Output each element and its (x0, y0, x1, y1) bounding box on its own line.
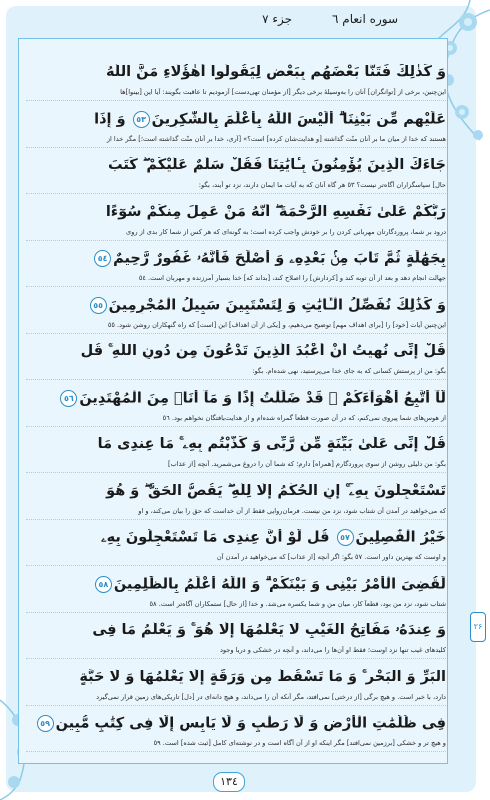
arabic-verse-line (26, 436, 446, 452)
persian-translation-line: هستند که خدا از میان ما بر آنان منّت گذاشته [و هدایت‌شان کرده] است؟» [آری، خدا بر آنان منّت گذاشته است؛] مگر خدا از (106, 134, 446, 143)
juz-number: جزء ٧ (262, 12, 293, 26)
arabic-verse-line (26, 250, 446, 267)
line-divider (26, 379, 446, 380)
persian-translation-line: بگو: من دلیلی روشن از سوی پروردگارم [همراه] دارم؛ که شما آن را دروغ می‌شمرید. آنچه [از عذاب] (167, 460, 446, 468)
line-divider (26, 240, 446, 241)
arabic-verse-line (26, 669, 446, 685)
line-divider (26, 193, 446, 194)
arabic-verse-line (26, 64, 446, 80)
arabic-text: خَيْرُ الْفَٰصِلِينَ (355, 529, 446, 546)
arabic-text: وَ إِذَا (94, 111, 131, 127)
ayah-number-marker: ٥٨ (95, 576, 112, 593)
persian-translation-line: کلیدهای غیب تنها نزد اوست؛ فقط او آن‌ها را می‌داند، و آنچه در خشکی و دریا وجود (219, 646, 446, 654)
line-divider (26, 100, 446, 101)
line-divider (26, 286, 446, 287)
arabic-text: وَ كَذَٰلِكَ نُفَصِّلُ الْـَٔايَٰتِ وَ لِتَسْتَبِينَ سَبِيلُ الْمُجْرِمِينَ (108, 297, 446, 313)
arabic-verse-line (26, 483, 446, 499)
persian-translation-line: که می‌خواهید در آمدن آن شتاب شود، نزد من نیست. فرمان‌روایی فقط از آن خداست که حق را بیان می‌کند، و او (138, 506, 446, 515)
page-number: ١٣٤ (213, 772, 245, 792)
line-divider (26, 333, 446, 334)
persian-translation-line: درود بر شما، پروردگارتان مهربانی کردن را بر خودش واجب کرده است؛ به گونه‌ای که هر کس از شما کار بدی از روی (126, 227, 446, 236)
persian-translation-line: این‌چنین آیات [خود] را [برای اهداف مهم] توضیح می‌دهیم، و [یکی از آن اهداف] این [است] که راه گنهکاران روشن شود. ٥٥ (107, 320, 446, 329)
arabic-verse-line (26, 622, 446, 638)
arabic-verse-line (26, 529, 446, 546)
arabic-text: قُلْ إِنِّى عَلَىٰ بَيِّنَةٍ مِّن رَّبِّى وَ كَذَّبْتُم بِهِۦ ۚ مَا عِندِى مَا (97, 436, 446, 452)
ayah-number-marker: ٥٩ (37, 715, 54, 732)
arabic-text: جَاءَكَ الَّذِينَ يُؤْمِنُونَ بِـَٔايَٰتِنَا فَقُلْ سَلَٰمٌ عَلَيْكُمْ ۖ كَتَبَ (108, 157, 446, 173)
hizb-marker: ۲۶ (470, 612, 486, 642)
line-divider (26, 472, 446, 473)
ayah-number-marker: ٥٤ (94, 250, 111, 267)
persian-translation-line: حال] سپاسگزاران آگاه‌تر نیست؟ ٥٣ هر گاه آنان که به آیات ما ایمان دارند، نزد تو آیند، بگو: (198, 181, 446, 189)
line-divider (26, 751, 446, 752)
line-divider (26, 147, 446, 148)
arabic-verse-line (26, 343, 446, 359)
line-divider (26, 705, 446, 706)
persian-translation-line: بگو: من از پرستش کسانی که به جای خدا می‌پرستید، نهی شده‌ام. بگو: (252, 367, 446, 375)
persian-translation-line: از هوس‌های شما پیروی نمی‌کنم، که در آن صورت قطعاً گمراه شده‌ام و از هدایت‌یافتگان نخواهم بود. ٥٦ (162, 413, 446, 422)
persian-translation-line: جهالت انجام دهد و بعد از آن توبه کند و [کردارش] را اصلاح کند، [بداند که] خدا بسیار آمرزنده و مهربان است. ٥٤ (138, 274, 446, 282)
persian-translation-line: این‌چنین، برخی از [توانگران] آنان را به‌وسیلهٔ برخی دیگر [از مؤمنان تهی‌دست] آزمودیم تا عاقبت بگویند: آیا این [بینوا]ها (120, 88, 446, 96)
arabic-verse-line (26, 111, 446, 128)
arabic-text: وَ عِندَهُۥ مَفَاتِحُ الْغَيْبِ لَا يَعْلَمُهَآ إِلَّا هُوَ ۚ وَ يَعْلَمُ مَا فِى (92, 622, 446, 638)
arabic-verse-line (26, 576, 446, 593)
arabic-text: لَّآ أَتَّبِعُ أَهْوَآءَكُمْ ۙ قَدْ ضَلَلْتُ إِذًا وَ مَآ أَنَا۠ مِنَ الْمُهْتَدِينَ (79, 390, 446, 406)
arabic-verse-line (26, 297, 446, 314)
arabic-verse-line (26, 204, 446, 220)
line-divider (26, 658, 446, 659)
line-divider (26, 519, 446, 520)
line-divider (26, 426, 446, 427)
arabic-text: قُل لَّوْ أَنَّ عِندِى مَا تَسْتَعْجِلُونَ بِهِۦ (101, 529, 335, 546)
arabic-text: رَبُّكُمْ عَلَىٰ نَفْسِهِ الرَّحْمَةَ ۖ أَنَّهُ مَنْ عَمِلَ مِنكُمْ سُوٓءًا (105, 203, 446, 220)
arabic-text: قُلْ إِنِّى نُهِيتُ أَنْ أَعْبُدَ الَّذِينَ تَدْعُونَ مِن دُونِ اللَّهِ ۚ قُل (80, 343, 446, 359)
arabic-text: بِجَهَٰلَةٍ ثُمَّ تَابَ مِنۢ بَعْدِهِۦ وَ أَصْلَحَ فَأَنَّهُۥ غَفُورٌ رَّحِيمٌ (113, 250, 446, 267)
persian-translation-line: شتاب شود، نزد من بود، قطعاً کار، میان من و شما یکسره می‌شد. و خدا [از حال] ستمکاران آگاه‌تر است. ٥٨ (149, 599, 446, 608)
arabic-text: تَسْتَعْجِلُونَ بِهِۦٓ ۚ إِنِ الْحُكْمُ إِلَّا لِلَّهِ ۖ يَقُصُّ الْحَقَّ ۖ وَ هُوَ (106, 482, 446, 499)
page-header (262, 12, 398, 26)
persian-translation-line: و اوست که بهترین داور است. ٥٧ بگو: اگر آنچه [از عذاب] که می‌خواهید در آمدن آن (216, 553, 446, 561)
surah-title: سوره انعام ٦ (332, 12, 398, 26)
line-divider (26, 565, 446, 566)
arabic-text: وَ كَذٰلِكَ فَتَنَّا بَعْضَهُم بِبَعْضٍ لِيَقُولُوا أَهٰؤُلَاءِ مَنَّ اللَّهُ (106, 64, 446, 80)
arabic-verse-line (26, 390, 446, 407)
ayah-number-marker: ٥٧ (337, 529, 354, 546)
persian-translation-line: دارد، با خبر است. و هیچ برگی [از درختی] نمی‌افتد، مگر آنکه آن را می‌داند، و هیچ دانه‌ای در [دل] تاریکی‌های زمین قرار نمی‌گیرد (96, 692, 446, 701)
ayah-number-marker: ٥٦ (60, 390, 77, 407)
arabic-text: لَقُضِىَ الْأَمْرُ بَيْنِى وَ بَيْنَكُمْ ۗ وَ اللَّهُ أَعْلَمُ بِالظَّٰلِمِينَ (113, 576, 446, 592)
ayah-number-marker: ٥٥ (90, 297, 107, 314)
arabic-text: عَلَيْهِم مِّن بَيْنِنَا ۗ أَلَيْسَ اللَّهُ بِأَعْلَمَ بِالشَّٰكِرِينَ (151, 111, 446, 127)
persian-translation-line: و هیچ تر و خشکی [برزمین نمی‌افتد] مگر اینکه او از آن آگاه است و در نوشته‌ای کامل [ثبت شده] است. ٥٩ (153, 739, 446, 747)
arabic-text: فِى ظُلُمَٰتِ الْأَرْضِ وَ لَا رَطْبٍ وَ لَا يَابِسٍ إِلَّا فِى كِتَٰبٍ مُّبِينٍ (55, 715, 446, 732)
ayah-number-marker: ٥٣ (133, 111, 150, 128)
arabic-verse-line (26, 157, 446, 173)
line-divider (26, 612, 446, 613)
arabic-text: الْبَرِّ وَ الْبَحْرِ ۚ وَ مَا تَسْقُطُ مِن وَرَقَةٍ إِلَّا يَعْلَمُهَا وَ لَا حَبَّةٍ (79, 668, 446, 685)
arabic-verse-line (26, 715, 446, 732)
